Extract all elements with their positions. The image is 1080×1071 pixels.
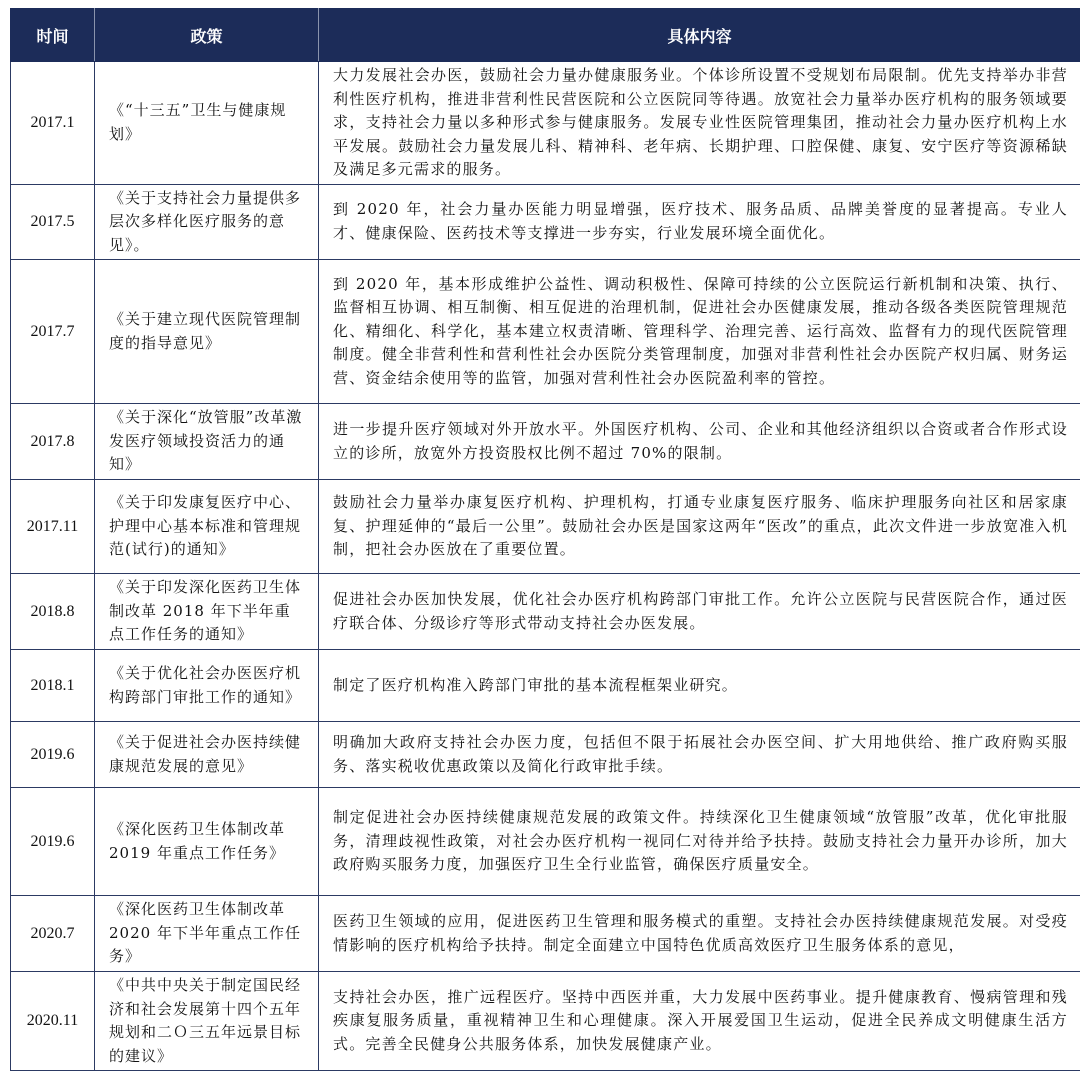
row-detail: 制定了医疗机构准入跨部门审批的基本流程框架业研究。 xyxy=(319,650,1080,722)
row-detail: 医药卫生领域的应用，促进医药卫生管理和服务模式的重塑。支持社会办医持续健康规范发展。对受疫情影响的医疗机构给予扶持。制定全面建立中国特色优质高效医疗卫生服务体系的意见， xyxy=(319,896,1080,972)
table-row xyxy=(11,404,1080,480)
row-time: 2019.6 xyxy=(11,722,95,788)
row-time: 2019.6 xyxy=(11,788,95,896)
row-policy: 《中共中央关于制定国民经济和社会发展第十四个五年规划和二Ｏ三五年远景目标的建议》 xyxy=(95,972,319,1071)
row-time: 2020.11 xyxy=(11,972,95,1071)
table-row xyxy=(11,260,1080,404)
table-row xyxy=(11,788,1080,896)
policy-table xyxy=(10,8,1080,1071)
table-row xyxy=(11,722,1080,788)
row-detail: 大力发展社会办医，鼓励社会力量办健康服务业。个体诊所设置不受规划布局限制。优先支持举办非营利性医疗机构，推进非营利性民营医院和公立医院同等待遇。放宽社会力量举办医疗机构的服务领域要求，支持社会力量以多种形式参与健康服务。发展专业性医院管理集团，推动社会力量办医疗机构上水平发展。鼓励社会力量发展儿科、精神科、老年病、长期护理、口腔保健、康复、安宁医疗等资源稀缺及满足多元需求的服务。 xyxy=(319,62,1080,185)
row-time: 2017.11 xyxy=(11,480,95,574)
row-time: 2017.8 xyxy=(11,404,95,480)
header-time: 时间 xyxy=(11,9,95,62)
row-detail: 进一步提升医疗领域对外开放水平。外国医疗机构、公司、企业和其他经济组织以合资或者合作形式设立的诊所，放宽外方投资股权比例不超过 70%的限制。 xyxy=(319,404,1080,480)
caption-strip xyxy=(0,0,1080,8)
row-time: 2018.8 xyxy=(11,574,95,650)
row-detail: 到 2020 年，基本形成维护公益性、调动积极性、保障可持续的公立医院运行新机制和决策、执行、监督相互协调、相互制衡、相互促进的治理机制，促进社会办医健康发展，推动各级各类医院管理规范化、精细化、科学化，基本建立权责清晰、管理科学、治理完善、运行高效、监督有力的现代医院管理制度。健全非营利性和营利性社会办医院分类管理制度，加强对非营利性社会办医院产权归属、财务运营、资金结余使用等的监管，加强对营利性社会办医院盈利率的管控。 xyxy=(319,260,1080,404)
table-header-row xyxy=(11,9,1080,62)
row-policy: 《关于建立现代医院管理制度的指导意见》 xyxy=(95,260,319,404)
row-detail: 到 2020 年，社会力量办医能力明显增强，医疗技术、服务品质、品牌美誉度的显著提高。专业人才、健康保险、医药技术等支撑进一步夯实，行业发展环境全面优化。 xyxy=(319,184,1080,260)
row-policy: 《关于印发康复医疗中心、护理中心基本标准和管理规范(试行)的通知》 xyxy=(95,480,319,574)
row-policy: 《关于促进社会办医持续健康规范发展的意见》 xyxy=(95,722,319,788)
row-time: 2020.7 xyxy=(11,896,95,972)
table-row xyxy=(11,62,1080,185)
row-detail: 明确加大政府支持社会办医力度，包括但不限于拓展社会办医空间、扩大用地供给、推广政府购买服务、落实税收优惠政策以及简化行政审批手续。 xyxy=(319,722,1080,788)
row-detail: 制定促进社会办医持续健康规范发展的政策文件。持续深化卫生健康领域“放管服”改革，优化审批服务，清理歧视性政策，对社会办医疗机构一视同仁对待并给予扶持。鼓励支持社会力量开办诊所，加大政府购买服务力度，加强医疗卫生全行业监管，确保医疗质量安全。 xyxy=(319,788,1080,896)
row-detail: 支持社会办医，推广远程医疗。坚持中西医并重，大力发展中医药事业。提升健康教育、慢病管理和残疾康复服务质量，重视精神卫生和心理健康。深入开展爱国卫生运动，促进全民养成文明健康生活方式。完善全民健身公共服务体系，加快发展健康产业。 xyxy=(319,972,1080,1071)
row-detail: 鼓励社会力量举办康复医疗机构、护理机构，打通专业康复医疗服务、临床护理服务向社区和居家康复、护理延伸的“最后一公里”。鼓励社会办医是国家这两年“医改”的重点，此次文件进一步放宽准入机制，把社会办医放在了重要位置。 xyxy=(319,480,1080,574)
row-detail: 促进社会办医加快发展，优化社会办医疗机构跨部门审批工作。允许公立医院与民营医院合作，通过医疗联合体、分级诊疗等形式带动支持社会办医发展。 xyxy=(319,574,1080,650)
row-time: 2017.1 xyxy=(11,62,95,185)
row-time: 2017.5 xyxy=(11,184,95,260)
row-policy: 《“十三五”卫生与健康规划》 xyxy=(95,62,319,185)
row-time: 2017.7 xyxy=(11,260,95,404)
row-policy: 《深化医药卫生体制改革 2019 年重点工作任务》 xyxy=(95,788,319,896)
row-time: 2018.1 xyxy=(11,650,95,722)
row-policy: 《深化医药卫生体制改革 2020 年下半年重点工作任务》 xyxy=(95,896,319,972)
table-row xyxy=(11,480,1080,574)
row-policy: 《关于支持社会力量提供多层次多样化医疗服务的意见》。 xyxy=(95,184,319,260)
table-row xyxy=(11,184,1080,260)
header-detail: 具体内容 xyxy=(319,9,1080,62)
row-policy: 《关于印发深化医药卫生体制改革 2018 年下半年重点工作任务的通知》 xyxy=(95,574,319,650)
row-policy: 《关于深化“放管服”改革激发医疗领域投资活力的通知》 xyxy=(95,404,319,480)
table-row xyxy=(11,650,1080,722)
row-policy: 《关于优化社会办医医疗机构跨部门审批工作的通知》 xyxy=(95,650,319,722)
table-row xyxy=(11,896,1080,972)
header-policy: 政策 xyxy=(95,9,319,62)
table-row xyxy=(11,574,1080,650)
table-row xyxy=(11,972,1080,1071)
